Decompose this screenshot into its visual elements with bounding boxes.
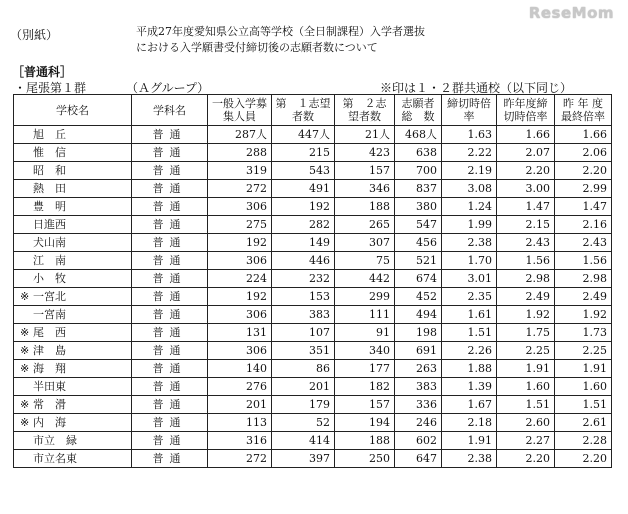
quota-cell: 287人 xyxy=(208,126,272,144)
department-cell: 普通 xyxy=(132,126,208,144)
total-cell: 468人 xyxy=(395,126,442,144)
second-choice-cell: 188 xyxy=(335,198,395,216)
quota-cell: 276 xyxy=(208,378,272,396)
prev-final-rate-cell: 1.73 xyxy=(555,324,612,342)
table-row xyxy=(14,414,612,432)
prev-final-rate-cell: 2.28 xyxy=(555,432,612,450)
second-choice-cell: 21人 xyxy=(335,126,395,144)
title-line-2: における入学願書受付締切後の志願者数について xyxy=(136,41,378,54)
total-cell: 837 xyxy=(395,180,442,198)
school-name-cell xyxy=(14,198,132,216)
prev-final-rate-cell: 2.99 xyxy=(555,180,612,198)
department-cell: 普通 xyxy=(132,342,208,360)
department-cell: 普通 xyxy=(132,252,208,270)
second-choice-cell: 442 xyxy=(335,270,395,288)
school-name-cell xyxy=(14,180,132,198)
prev-final-rate-cell: 2.25 xyxy=(555,342,612,360)
school-name: 市立 緑 xyxy=(33,433,77,447)
second-choice-cell: 91 xyxy=(335,324,395,342)
first-choice-cell: 446 xyxy=(272,252,335,270)
table-row xyxy=(14,378,612,396)
second-choice-cell: 307 xyxy=(335,234,395,252)
first-choice-cell: 232 xyxy=(272,270,335,288)
school-name-cell xyxy=(14,216,132,234)
header-department: 学科名 xyxy=(132,95,208,126)
first-choice-cell: 179 xyxy=(272,396,335,414)
prev-deadline-rate-cell: 2.49 xyxy=(497,288,555,306)
header-prev-deadline-rate: 昨年度締切時倍率 xyxy=(497,95,555,126)
school-name: 一宮北 xyxy=(33,289,66,303)
second-choice-cell: 188 xyxy=(335,432,395,450)
department-cell: 普通 xyxy=(132,396,208,414)
prev-final-rate-cell: 2.98 xyxy=(555,270,612,288)
table-row xyxy=(14,198,612,216)
rate-cell: 1.99 xyxy=(442,216,497,234)
quota-cell: 131 xyxy=(208,324,272,342)
department-cell: 普通 xyxy=(132,414,208,432)
table-row xyxy=(14,126,612,144)
school-name: 豊 明 xyxy=(33,199,66,213)
quota-cell: 140 xyxy=(208,360,272,378)
total-cell: 494 xyxy=(395,306,442,324)
school-name: 昭 和 xyxy=(33,163,66,177)
school-name-cell xyxy=(14,414,132,432)
department-cell: 普通 xyxy=(132,216,208,234)
quota-cell: 288 xyxy=(208,144,272,162)
common-school-note: ※印は１・２群共通校（以下同じ） xyxy=(380,81,573,95)
second-choice-cell: 346 xyxy=(335,180,395,198)
school-name-cell xyxy=(14,288,132,306)
prev-deadline-rate-cell: 1.92 xyxy=(497,306,555,324)
first-choice-cell: 383 xyxy=(272,306,335,324)
department-cell: 普通 xyxy=(132,270,208,288)
quota-cell: 272 xyxy=(208,450,272,468)
first-choice-cell: 215 xyxy=(272,144,335,162)
department-cell: 普通 xyxy=(132,198,208,216)
second-choice-cell: 265 xyxy=(335,216,395,234)
department-cell: 普通 xyxy=(132,144,208,162)
total-cell: 263 xyxy=(395,360,442,378)
table-row xyxy=(14,306,612,324)
school-name-cell xyxy=(14,162,132,180)
prev-deadline-rate-cell: 2.20 xyxy=(497,450,555,468)
department-cell: 普通 xyxy=(132,234,208,252)
quota-cell: 306 xyxy=(208,342,272,360)
prev-final-rate-cell: 1.92 xyxy=(555,306,612,324)
document-title xyxy=(136,24,425,56)
department-cell: 普通 xyxy=(132,324,208,342)
table-row xyxy=(14,432,612,450)
table-row xyxy=(14,450,612,468)
prev-final-rate-cell: 1.51 xyxy=(555,396,612,414)
header-school-name: 学校名 xyxy=(14,95,132,126)
school-name-cell xyxy=(14,378,132,396)
prev-deadline-rate-cell: 2.20 xyxy=(497,162,555,180)
department-cell: 普通 xyxy=(132,360,208,378)
resemom-logo: ReseMom xyxy=(528,4,614,22)
common-school-mark: ※ xyxy=(20,343,30,357)
second-choice-cell: 299 xyxy=(335,288,395,306)
second-choice-cell: 157 xyxy=(335,396,395,414)
group-label: ・尾張第１群 xyxy=(14,81,87,95)
department-cell: 普通 xyxy=(132,162,208,180)
prev-deadline-rate-cell: 1.75 xyxy=(497,324,555,342)
prev-final-rate-cell: 1.60 xyxy=(555,378,612,396)
table-header-row xyxy=(14,95,612,126)
first-choice-cell: 491 xyxy=(272,180,335,198)
prev-final-rate-cell: 1.56 xyxy=(555,252,612,270)
prev-final-rate-cell: 2.20 xyxy=(555,162,612,180)
total-cell: 647 xyxy=(395,450,442,468)
first-choice-cell: 282 xyxy=(272,216,335,234)
prev-deadline-rate-cell: 2.60 xyxy=(497,414,555,432)
common-school-mark: ※ xyxy=(20,397,30,411)
department-cell: 普通 xyxy=(132,378,208,396)
total-cell: 383 xyxy=(395,378,442,396)
prev-deadline-rate-cell: 2.43 xyxy=(497,234,555,252)
total-cell: 638 xyxy=(395,144,442,162)
prev-final-rate-cell: 1.91 xyxy=(555,360,612,378)
header-rate: 締切時倍 率 xyxy=(442,95,497,126)
quota-cell: 306 xyxy=(208,252,272,270)
prev-deadline-rate-cell: 1.56 xyxy=(497,252,555,270)
rate-cell: 2.38 xyxy=(442,234,497,252)
school-name-cell xyxy=(14,270,132,288)
table-row xyxy=(14,144,612,162)
total-cell: 452 xyxy=(395,288,442,306)
first-choice-cell: 153 xyxy=(272,288,335,306)
second-choice-cell: 182 xyxy=(335,378,395,396)
quota-cell: 113 xyxy=(208,414,272,432)
school-name: 尾 西 xyxy=(33,325,66,339)
total-cell: 700 xyxy=(395,162,442,180)
first-choice-cell: 351 xyxy=(272,342,335,360)
total-cell: 602 xyxy=(395,432,442,450)
table-body xyxy=(14,126,612,468)
prev-final-rate-cell: 1.47 xyxy=(555,198,612,216)
school-name-cell xyxy=(14,342,132,360)
table-row xyxy=(14,180,612,198)
applicant-table xyxy=(13,94,612,468)
header-total: 志願者総 数 xyxy=(395,95,442,126)
school-name-cell xyxy=(14,450,132,468)
header-prev-final-rate: 昨 年 度最終倍率 xyxy=(555,95,612,126)
rate-cell: 2.19 xyxy=(442,162,497,180)
prev-final-rate-cell: 1.66 xyxy=(555,126,612,144)
quota-cell: 192 xyxy=(208,288,272,306)
common-school-mark: ※ xyxy=(20,289,30,303)
total-cell: 674 xyxy=(395,270,442,288)
quota-cell: 306 xyxy=(208,306,272,324)
total-cell: 521 xyxy=(395,252,442,270)
school-name-cell xyxy=(14,144,132,162)
rate-cell: 3.01 xyxy=(442,270,497,288)
prev-final-rate-cell: 2.06 xyxy=(555,144,612,162)
first-choice-cell: 192 xyxy=(272,198,335,216)
first-choice-cell: 543 xyxy=(272,162,335,180)
prev-deadline-rate-cell: 1.60 xyxy=(497,378,555,396)
school-name: 日進西 xyxy=(33,217,66,231)
first-choice-cell: 397 xyxy=(272,450,335,468)
first-choice-cell: 107 xyxy=(272,324,335,342)
title-line-1: 平成27年度愛知県公立高等学校（全日制課程）入学者選抜 xyxy=(136,25,425,38)
school-name-cell xyxy=(14,432,132,450)
rate-cell: 1.51 xyxy=(442,324,497,342)
header-second-choice: 第 ２志望者数 xyxy=(335,95,395,126)
total-cell: 336 xyxy=(395,396,442,414)
first-choice-cell: 414 xyxy=(272,432,335,450)
group-sub-label: （Ａグループ） xyxy=(126,81,210,95)
total-cell: 456 xyxy=(395,234,442,252)
school-name: 惟 信 xyxy=(33,145,66,159)
quota-cell: 272 xyxy=(208,180,272,198)
second-choice-cell: 340 xyxy=(335,342,395,360)
prev-final-rate-cell: 2.16 xyxy=(555,216,612,234)
department-cell: 普通 xyxy=(132,288,208,306)
school-name: 海 翔 xyxy=(33,361,66,375)
school-name: 熱 田 xyxy=(33,181,66,195)
table-row xyxy=(14,216,612,234)
total-cell: 691 xyxy=(395,342,442,360)
header-quota: 一般入学募集人員 xyxy=(208,95,272,126)
prev-deadline-rate-cell: 2.25 xyxy=(497,342,555,360)
school-name-cell xyxy=(14,396,132,414)
quota-cell: 224 xyxy=(208,270,272,288)
quota-cell: 306 xyxy=(208,198,272,216)
school-name: 一宮南 xyxy=(33,307,66,321)
school-name: 市立名東 xyxy=(33,451,77,465)
school-name: 旭 丘 xyxy=(33,127,66,141)
rate-cell: 2.22 xyxy=(442,144,497,162)
rate-cell: 2.38 xyxy=(442,450,497,468)
rate-cell: 2.35 xyxy=(442,288,497,306)
school-name-cell xyxy=(14,306,132,324)
common-school-mark: ※ xyxy=(20,325,30,339)
prev-deadline-rate-cell: 2.27 xyxy=(497,432,555,450)
rate-cell: 1.24 xyxy=(442,198,497,216)
school-name: 内 海 xyxy=(33,415,66,429)
school-name: 犬山南 xyxy=(33,235,66,249)
rate-cell: 1.61 xyxy=(442,306,497,324)
prev-deadline-rate-cell: 1.91 xyxy=(497,360,555,378)
prev-deadline-rate-cell: 3.00 xyxy=(497,180,555,198)
second-choice-cell: 75 xyxy=(335,252,395,270)
rate-cell: 3.08 xyxy=(442,180,497,198)
second-choice-cell: 157 xyxy=(335,162,395,180)
quota-cell: 201 xyxy=(208,396,272,414)
first-choice-cell: 52 xyxy=(272,414,335,432)
total-cell: 380 xyxy=(395,198,442,216)
prev-deadline-rate-cell: 2.98 xyxy=(497,270,555,288)
department-cell: 普通 xyxy=(132,432,208,450)
table-row xyxy=(14,234,612,252)
prev-final-rate-cell: 2.49 xyxy=(555,288,612,306)
attachment-label: （別紙） xyxy=(10,28,59,42)
table-row xyxy=(14,252,612,270)
school-name-cell xyxy=(14,234,132,252)
department-cell: 普通 xyxy=(132,180,208,198)
prev-deadline-rate-cell: 1.51 xyxy=(497,396,555,414)
common-school-mark: ※ xyxy=(20,361,30,375)
table-row xyxy=(14,270,612,288)
second-choice-cell: 111 xyxy=(335,306,395,324)
prev-final-rate-cell: 2.61 xyxy=(555,414,612,432)
first-choice-cell: 86 xyxy=(272,360,335,378)
prev-final-rate-cell: 2.20 xyxy=(555,450,612,468)
rate-cell: 1.70 xyxy=(442,252,497,270)
quota-cell: 319 xyxy=(208,162,272,180)
school-name: 津 島 xyxy=(33,343,66,357)
school-name-cell xyxy=(14,126,132,144)
school-name: 小 牧 xyxy=(33,271,66,285)
department-cell: 普通 xyxy=(132,450,208,468)
quota-cell: 275 xyxy=(208,216,272,234)
prev-deadline-rate-cell: 2.07 xyxy=(497,144,555,162)
table-row xyxy=(14,342,612,360)
rate-cell: 2.26 xyxy=(442,342,497,360)
quota-cell: 192 xyxy=(208,234,272,252)
table-row xyxy=(14,162,612,180)
second-choice-cell: 423 xyxy=(335,144,395,162)
table-row xyxy=(14,288,612,306)
school-name-cell xyxy=(14,360,132,378)
rate-cell: 2.18 xyxy=(442,414,497,432)
school-name: 江 南 xyxy=(33,253,66,267)
prev-deadline-rate-cell: 1.47 xyxy=(497,198,555,216)
rate-cell: 1.88 xyxy=(442,360,497,378)
school-name-cell xyxy=(14,324,132,342)
second-choice-cell: 250 xyxy=(335,450,395,468)
first-choice-cell: 447人 xyxy=(272,126,335,144)
common-school-mark: ※ xyxy=(20,415,30,429)
total-cell: 198 xyxy=(395,324,442,342)
table-row xyxy=(14,360,612,378)
quota-cell: 316 xyxy=(208,432,272,450)
prev-deadline-rate-cell: 2.15 xyxy=(497,216,555,234)
prev-deadline-rate-cell: 1.66 xyxy=(497,126,555,144)
total-cell: 547 xyxy=(395,216,442,234)
rate-cell: 1.39 xyxy=(442,378,497,396)
total-cell: 246 xyxy=(395,414,442,432)
first-choice-cell: 201 xyxy=(272,378,335,396)
second-choice-cell: 194 xyxy=(335,414,395,432)
school-name-cell xyxy=(14,252,132,270)
rate-cell: 1.91 xyxy=(442,432,497,450)
prev-final-rate-cell: 2.43 xyxy=(555,234,612,252)
school-name: 半田東 xyxy=(33,379,66,393)
table-row xyxy=(14,324,612,342)
header-first-choice: 第 １志望者数 xyxy=(272,95,335,126)
department-cell: 普通 xyxy=(132,306,208,324)
rate-cell: 1.67 xyxy=(442,396,497,414)
second-choice-cell: 177 xyxy=(335,360,395,378)
table-row xyxy=(14,396,612,414)
school-name: 常 滑 xyxy=(33,397,66,411)
rate-cell: 1.63 xyxy=(442,126,497,144)
first-choice-cell: 149 xyxy=(272,234,335,252)
section-heading: ［普通科］ xyxy=(12,65,73,79)
